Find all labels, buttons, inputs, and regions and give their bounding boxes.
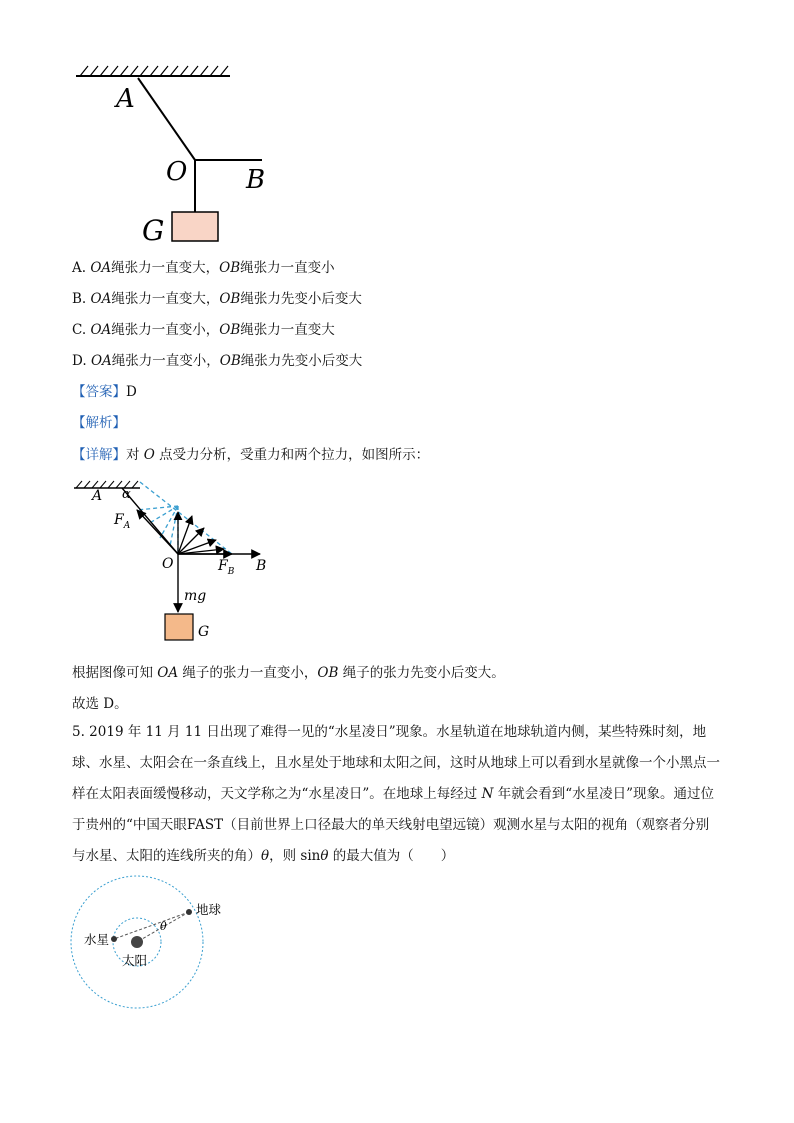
figure-orbits <box>76 880 236 1020</box>
sight-line-earth-mercury <box>114 912 189 939</box>
rope-OA <box>138 78 195 160</box>
label-O: O <box>166 157 188 187</box>
option-d: D. OA绳张力一直变小，OB绳张力先变小后变大 <box>72 353 363 369</box>
detail: 【详解】对 O 点受力分析，受重力和两个拉力，如图所示： <box>72 447 430 463</box>
label-theta: θ <box>160 920 167 933</box>
answer-tag: 【答案】 <box>72 384 126 400</box>
conclusion: 根据图像可知 OA 绳子的张力一直变小，OB 绳子的张力先变小后变大。 <box>72 665 505 681</box>
detail-tag: 【详解】 <box>72 447 126 463</box>
label-O-2: O <box>162 556 174 572</box>
ceiling-hatch <box>76 66 230 76</box>
earth <box>186 909 192 915</box>
weight-block <box>172 212 218 241</box>
label-G: G <box>142 214 165 247</box>
label-G-2: G <box>198 624 210 640</box>
label-alpha: α <box>122 487 131 502</box>
choose: 故选 D。 <box>72 696 128 712</box>
label-B-2: B <box>256 558 267 574</box>
option-b: B. OA绳张力一直变大，OB绳张力先变小后变大 <box>72 291 362 307</box>
weight-block-2 <box>165 614 193 640</box>
option-c: C. OA绳张力一直变小，OB绳张力一直变大 <box>72 322 335 338</box>
label-FB: $F_B$ <box>218 558 235 577</box>
dashed-construction-lines <box>137 482 232 554</box>
figure-rope-diagram <box>70 60 270 250</box>
mercury <box>111 936 117 942</box>
label-mercury: 水星 <box>84 932 110 947</box>
option-a: A. OA绳张力一直变大，OB绳张力一直变小 <box>72 260 335 276</box>
label-mg: mg <box>184 588 207 604</box>
label-FA: $F_A$ <box>114 512 131 531</box>
label-earth: 地球 <box>196 902 222 917</box>
label-sun: 太阳 <box>122 953 148 968</box>
label-A: A <box>116 84 135 114</box>
sun <box>131 936 143 948</box>
force-arrow-2 <box>178 516 192 554</box>
force-FA-vector <box>137 510 178 554</box>
label-A-2: A <box>92 488 103 504</box>
question-5: 5. 2019 年 11 月 11 日出现了难得一见的“水星凌日”现象。水星轨道在地球轨道内侧，某些特殊时刻，地球、水星、太阳会在一条直线上，且水星处于地球和太阳之间，这时从地球上可以看到水星就像一个小黑点一样在太阳表面缓慢移动，天文学称之为“水星凌日”。在地球上每经过 N 年就会看到“水星凌日”现象。通过位于贵州的“中国天眼FAST（目前世界上口径最大的单天线射电望远镜）观测水星与太阳的视角（观察者分别与水星、太阳的连线所夹的角）θ，则 sinθ 的最大值为（ ） <box>72 724 720 864</box>
answer: 【答案】D <box>72 384 137 400</box>
figure-force-diagram <box>70 472 280 647</box>
label-B: B <box>246 165 266 195</box>
analysis-tag: 【解析】 <box>72 415 126 431</box>
force-arrow-3 <box>178 528 204 554</box>
